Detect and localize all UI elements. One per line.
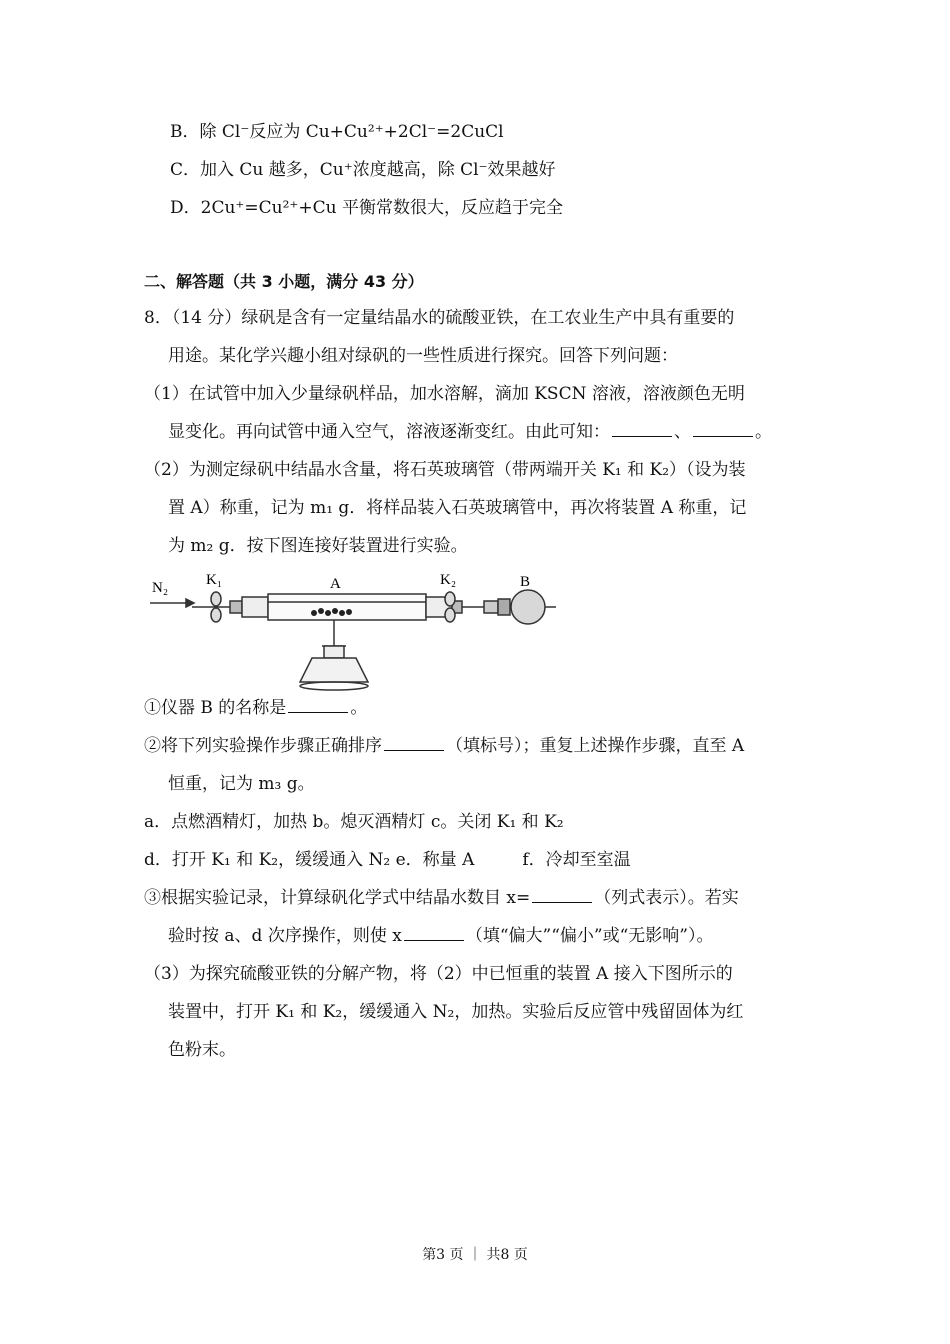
q8-part2-line2: 置 A）称重，记为 m₁ g．将样品装入石英玻璃管中，再次将装置 A 称重，记 — [168, 498, 747, 518]
ops-line2-a: d．打开 K₁ 和 K₂，缓缓通入 N₂ e．称量 A — [144, 850, 475, 870]
q8-step2-line2: 恒重，记为 m₃ g。 — [168, 774, 315, 794]
q8-step1 — [144, 696, 367, 720]
q8-part2-line1: （2）为测定绿矾中结晶水含量，将石英玻璃管（带两端开关 K₁ 和 K₂）（设为装 — [144, 460, 746, 480]
step3-text-3: （填“偏大”“偏小”或“无影响”）。 — [465, 926, 714, 946]
period: 。 — [755, 422, 772, 442]
separator: 、 — [674, 422, 691, 442]
step2-text: ②将下列实验操作步骤正确排序 — [144, 736, 382, 756]
section-title: 二、解答题（共 3 小题，满分 43 分） — [144, 272, 424, 291]
q8-part2-line3: 为 m₂ g．按下图连接好装置进行实验。 — [168, 536, 468, 556]
q8-step3-line1 — [144, 886, 739, 910]
q8-step2-line1 — [144, 734, 744, 758]
q8-intro-line1: 8．（14 分）绿矾是含有一定量结晶水的硫酸亚铁，在工农业生产中具有重要的 — [144, 308, 735, 328]
ops-line2 — [144, 848, 631, 872]
option-b: B．除 Cl⁻反应为 Cu+Cu²⁺+2Cl⁻=2CuCl — [170, 122, 504, 142]
page-footer: 第3 页 ｜ 共8 页 — [422, 1247, 528, 1263]
step3-text-2: 验时按 a、d 次序操作，则使 x — [168, 926, 402, 946]
answer-blank[interactable] — [404, 924, 464, 941]
label-k2: K₂ — [440, 572, 457, 588]
answer-blank[interactable] — [288, 696, 348, 713]
answer-blank[interactable] — [693, 420, 753, 437]
step3-text-end: （列式表示）。若实 — [594, 888, 739, 908]
apparatus-diagram — [144, 566, 564, 692]
label-k1: K₁ — [206, 572, 223, 588]
q8-intro-line2: 用途。某化学兴趣小组对绿矾的一些性质进行探究。回答下列问题： — [168, 346, 678, 366]
q8-step3-line2 — [168, 924, 713, 948]
label-b: B — [520, 574, 531, 590]
step3-text: ③根据实验记录，计算绿矾化学式中结晶水数目 x= — [144, 888, 531, 908]
answer-blank[interactable] — [532, 886, 592, 903]
ops-line1: a．点燃酒精灯，加热 b。熄灭酒精灯 c。关闭 K₁ 和 K₂ — [144, 812, 564, 832]
answer-blank[interactable] — [384, 734, 444, 751]
q8-part1-line1: （1）在试管中加入少量绿矾样品，加水溶解，滴加 KSCN 溶液，溶液颜色无明 — [144, 384, 745, 404]
label-a: A — [330, 576, 341, 592]
step2-text-end: （填标号）；重复上述操作步骤，直至 A — [446, 736, 745, 756]
ops-line2-b: f．冷却至室温 — [522, 850, 631, 870]
period: 。 — [350, 698, 368, 718]
step1-text: ①仪器 B 的名称是 — [144, 698, 287, 718]
answer-blank[interactable] — [612, 420, 672, 437]
q8-part3-line3: 色粉末。 — [168, 1040, 236, 1060]
option-d: D．2Cu⁺=Cu²⁺+Cu 平衡常数很大，反应趋于完全 — [170, 198, 563, 218]
q8-part1-line2 — [168, 420, 772, 444]
q8-part3-line2: 装置中，打开 K₁ 和 K₂，缓缓通入 N₂，加热。实验后反应管中残留固体为红 — [168, 1002, 744, 1022]
q8-part1-text: 显变化。再向试管中通入空气，溶液逐渐变红。由此可知： — [168, 422, 610, 442]
q8-part3-line1: （3）为探究硫酸亚铁的分解产物，将（2）中已恒重的装置 A 接入下图所示的 — [144, 964, 733, 984]
option-c: C．加入 Cu 越多，Cu⁺浓度越高，除 Cl⁻效果越好 — [170, 160, 556, 180]
label-n2: N₂ — [152, 580, 169, 596]
